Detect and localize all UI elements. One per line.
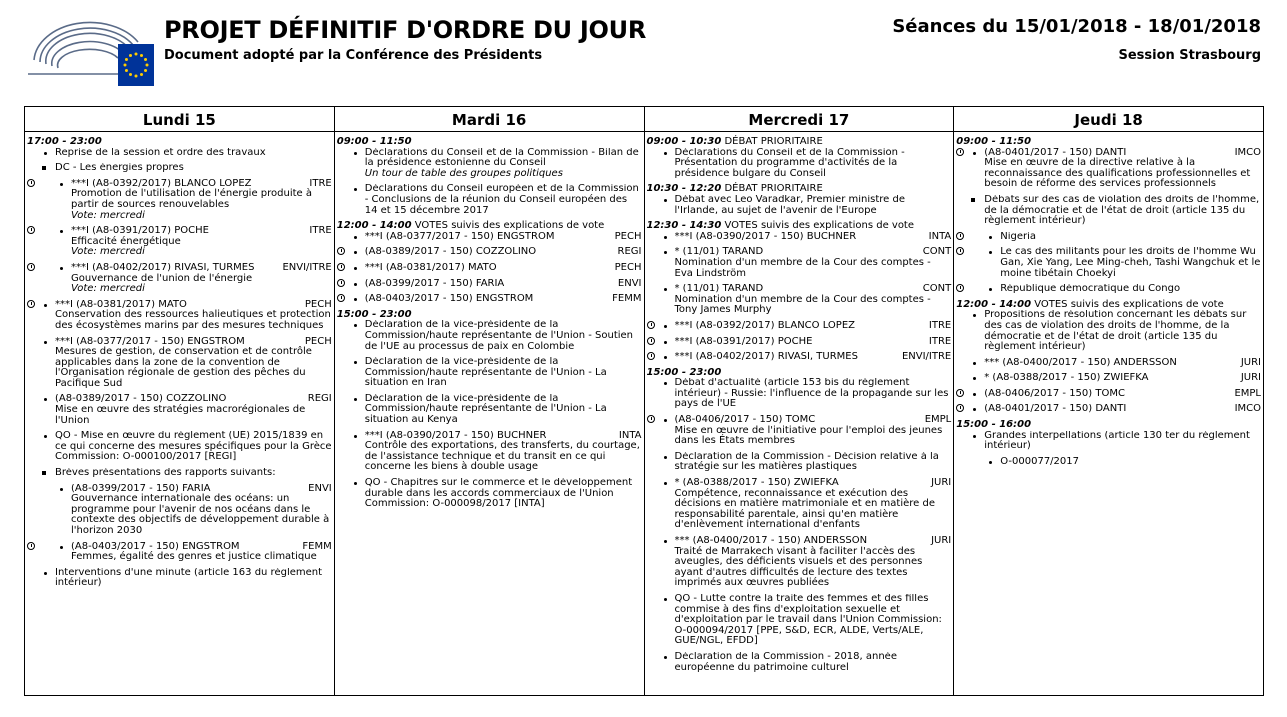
item-title: Déclaration de la Commission - Décision relative à la stratégie sur les matières plastiques xyxy=(674,451,939,473)
item-title: Débat d'actualité (article 153 bis du règlement intérieur) - Russie: l'influence de la propagande sur les pays de l'UE xyxy=(674,378,949,410)
clock-icon xyxy=(956,389,964,397)
day-column xyxy=(25,107,335,695)
committee-code: PECH xyxy=(304,335,332,347)
committee-code: PECH xyxy=(304,298,332,310)
time-slot xyxy=(956,420,1261,431)
agenda-item xyxy=(647,321,952,332)
round-bullet-icon xyxy=(354,435,357,438)
item-note: Vote: mercredi xyxy=(71,283,145,295)
square-bullet-icon xyxy=(42,471,46,475)
time-slot xyxy=(647,368,952,379)
committee-code: INTA xyxy=(928,230,952,242)
item-title: Déclaration de la vice-présidente de la Commission/haute représentante de l'Union - La situation en Iran xyxy=(364,357,607,389)
day-body xyxy=(25,132,334,594)
round-bullet-icon xyxy=(354,361,357,364)
agenda-item xyxy=(647,536,952,589)
time-range: 17:00 - 23:00 xyxy=(27,136,102,147)
agenda-item xyxy=(337,247,642,258)
item-description: Gouvernance internationale des océans: un programme pour l'avenir de nos océans dans le contexte des objectifs de développement durable à l'horizon 2030 xyxy=(71,493,330,536)
item-description: Mise en œuvre de l'initiative pour l'emploi des jeunes dans les États membres xyxy=(674,424,943,447)
agenda-item xyxy=(647,452,952,473)
agenda-item xyxy=(956,247,1261,279)
clock-icon xyxy=(647,337,655,345)
item-title: Déclarations du Conseil européen et de la Commission - Conclusions de la réunion du Conseil européen des 14 et 15 décembre 2017 xyxy=(364,184,639,216)
round-bullet-icon xyxy=(664,325,667,328)
square-bullet-icon xyxy=(42,166,46,170)
time-slot-title: VOTES suivis des explications de vote xyxy=(411,220,605,232)
committee-code: JURI xyxy=(931,477,952,489)
item-description: Mesures de gestion, de conservation et de contrôle applicables dans la zone de la convention de l'Organisation régionale de gestion des pêches du Pacifique Sud xyxy=(55,346,312,389)
item-title: ***I (A8-0392/2017) BLANCO LÓPEZ xyxy=(71,178,252,189)
time-range: 12:30 - 14:30 xyxy=(646,220,722,232)
agenda-item xyxy=(27,484,332,537)
round-bullet-icon xyxy=(664,456,667,459)
day-header: Jeudi 18 xyxy=(954,107,1263,132)
item-title: (A8-0399/2017 - 150) FARIA xyxy=(71,483,211,494)
square-bullet-icon xyxy=(971,198,975,202)
round-bullet-icon xyxy=(44,435,47,438)
round-bullet-icon xyxy=(664,288,667,291)
item-title: ***I (A8-0390/2017 - 150) BUCHNER xyxy=(674,231,857,242)
agenda-item xyxy=(647,652,952,673)
item-description: Mise en œuvre des stratégies macrorégionales de l'Union xyxy=(55,404,306,426)
time-slot xyxy=(337,221,642,232)
clock-icon xyxy=(27,226,35,234)
eu-star-icon xyxy=(140,54,143,57)
agenda-item xyxy=(337,320,642,352)
item-title: Déclaration de la vice-présidente de la Commission/haute représentante de l'Union - Soutien de l'UE au processus de paix en Colombie xyxy=(364,320,634,352)
round-bullet-icon xyxy=(973,377,976,380)
day-body xyxy=(645,132,954,678)
session-dates: Séances du 15/01/2018 - 18/01/2018 xyxy=(892,16,1261,37)
round-bullet-icon xyxy=(664,152,667,155)
item-description: Efficacité énergétique xyxy=(71,235,181,247)
item-title: République démocratique du Congo xyxy=(1000,284,1181,295)
agenda-item xyxy=(956,148,1261,190)
item-title: Débats sur des cas de violation des droits de l'homme, de la démocratie et de l'état de droit (article 135 du règlement intérieur) xyxy=(984,194,1260,227)
time-slot xyxy=(956,300,1261,311)
time-range: 10:30 - 12:20 xyxy=(646,183,722,195)
page-subtitle: Document adopté par la Conférence des Présidents xyxy=(164,48,543,63)
committee-code: CONT xyxy=(922,246,952,258)
round-bullet-icon xyxy=(44,152,47,155)
item-description: Contrôle des exportations, des transferts, du courtage, de l'assistance technique et du transit en ce qui concerne les biens à double usage xyxy=(364,440,640,473)
item-title: Interventions d'une minute (article 163 du règlement intérieur) xyxy=(55,567,323,589)
item-title: QO - Lutte contre la traite des femmes et des filles commise à des fins d'exploitation sexuelle et d'exploitation par le travail dans l'Union Commission: O-000094/2017 [PPE, S&D, ECR, ALDE, Verts/ALE, GUE/NGL, EFDD] xyxy=(674,593,942,647)
clock-icon xyxy=(27,263,35,271)
agenda-item xyxy=(27,542,332,563)
round-bullet-icon xyxy=(664,251,667,254)
round-bullet-icon xyxy=(60,488,63,491)
committee-code: EMPL xyxy=(924,414,952,426)
agenda-item xyxy=(956,284,1261,295)
round-bullet-icon xyxy=(354,398,357,401)
eu-star-icon xyxy=(129,73,132,76)
item-title: (A8-0403/2017 - 150) ENGSTRÖM xyxy=(71,541,240,552)
round-bullet-icon xyxy=(973,314,976,317)
item-title: Brèves présentations des rapports suivants: xyxy=(55,468,276,479)
agenda-item xyxy=(27,263,332,295)
time-slot xyxy=(337,310,642,321)
eu-star-icon xyxy=(135,75,138,78)
round-bullet-icon xyxy=(44,341,47,344)
agenda-item xyxy=(647,352,952,363)
item-title: * (A8-0388/2017 - 150) ZWIEFKA xyxy=(984,373,1149,384)
committee-code: FEMM xyxy=(302,540,332,552)
eu-star-icon xyxy=(140,73,143,76)
agenda-item xyxy=(27,431,332,463)
committee-code: JURI xyxy=(931,535,952,546)
eu-star-icon xyxy=(125,69,128,72)
time-slot xyxy=(647,184,952,195)
round-bullet-icon xyxy=(60,267,63,270)
item-title: (A8-0399/2017 - 150) FARIA xyxy=(364,278,505,289)
committee-code: IMCO xyxy=(1234,403,1261,415)
round-bullet-icon xyxy=(44,572,47,575)
agenda-item xyxy=(337,148,642,180)
agenda-item xyxy=(337,431,642,473)
agenda-item xyxy=(647,247,952,279)
time-range: 15:00 - 16:00 xyxy=(956,419,1032,431)
item-title: * (A8-0388/2017 - 150) ZWIEFKA xyxy=(674,478,839,489)
committee-code: FEMM xyxy=(612,293,642,305)
day-body xyxy=(335,132,644,515)
clock-icon xyxy=(27,542,35,550)
item-title: Déclarations du Conseil et de la Commission - Présentation du programme d'activités de la présidence bulgare du Conseil xyxy=(674,147,905,179)
item-description: Compétence, reconnaissance et exécution des décisions en matière matrimoniale et en matière de responsabilité parentale, ainsi qu'en matière d'enlèvement international d'enfants xyxy=(674,487,935,531)
agenda-item xyxy=(27,226,332,258)
round-bullet-icon xyxy=(664,341,667,344)
round-bullet-icon xyxy=(60,230,63,233)
item-description: Femmes, égalité des genres et justice climatique xyxy=(71,551,317,563)
time-range: 15:00 - 23:00 xyxy=(336,308,412,320)
agenda-item xyxy=(647,337,952,348)
item-title: *** (A8-0400/2017 - 150) ANDERSSON xyxy=(984,357,1177,368)
time-range: 15:00 - 23:00 xyxy=(646,366,722,378)
item-description: Mise en œuvre de la directive relative à la reconnaissance des qualifications professionnelles et besoin de réforme des services professionnels xyxy=(984,157,1251,190)
agenda-item xyxy=(27,568,332,589)
day-header: Mardi 16 xyxy=(335,107,644,132)
item-note: Vote: mercredi xyxy=(71,209,145,221)
item-title: (A8-0406/2017 - 150) TOMC xyxy=(674,415,816,426)
agenda-item xyxy=(956,358,1261,369)
item-title: DC - Les énergies propres xyxy=(55,163,184,174)
item-title: ***I (A8-0402/2017) RIVASI, TURMES xyxy=(674,352,858,363)
time-slot-title: DÉBAT PRIORITAIRE xyxy=(721,183,823,195)
page-title: PROJET DÉFINITIF D'ORDRE DU JOUR xyxy=(164,16,647,44)
round-bullet-icon xyxy=(354,298,357,301)
clock-icon xyxy=(27,179,35,187)
eu-star-icon xyxy=(146,64,149,67)
clock-icon xyxy=(647,352,655,360)
round-bullet-icon xyxy=(664,356,667,359)
time-range: 09:00 - 11:50 xyxy=(956,136,1032,147)
agenda-item xyxy=(27,300,332,332)
eu-star-icon xyxy=(125,58,128,61)
agenda-item xyxy=(337,263,642,274)
agenda-item xyxy=(956,373,1261,384)
agenda-item xyxy=(27,394,332,426)
round-bullet-icon xyxy=(664,540,667,543)
agenda-item xyxy=(337,478,642,510)
item-title: ***I (A8-0377/2017 - 150) ENGSTRÖM xyxy=(55,336,245,347)
european-parliament-logo xyxy=(26,14,154,86)
time-range: 09:00 - 10:30 xyxy=(646,136,722,147)
time-slot-title: VOTES suivis des explications de vote xyxy=(1031,298,1224,310)
item-title: (A8-0389/2017 - 150) COZZOLINO xyxy=(364,247,537,258)
round-bullet-icon xyxy=(664,382,667,385)
item-title: *** (A8-0400/2017 - 150) ANDERSSON xyxy=(674,536,868,546)
item-title: (A8-0389/2017 - 150) COZZOLINO xyxy=(55,394,227,405)
item-note: Un tour de table des groupes politiques xyxy=(364,167,563,179)
agenda-item xyxy=(337,184,642,216)
round-bullet-icon xyxy=(989,251,992,254)
day-column xyxy=(645,107,955,695)
round-bullet-icon xyxy=(664,482,667,485)
clock-icon xyxy=(337,279,345,287)
round-bullet-icon xyxy=(973,408,976,411)
item-title: O-000077/2017 xyxy=(1000,456,1079,467)
item-note: Vote: mercredi xyxy=(71,246,145,258)
agenda-item xyxy=(956,404,1261,415)
item-title: Reprise de la session et ordre des travaux xyxy=(55,147,266,158)
item-title: Déclarations du Conseil et de la Commission - Bilan de la présidence estonienne du Conseil xyxy=(364,147,639,169)
agenda-item xyxy=(956,195,1261,227)
agenda-item xyxy=(27,163,332,174)
item-title: (A8-0401/2017 - 150) DANTI xyxy=(984,147,1127,158)
committee-code: EMPL xyxy=(1234,387,1261,399)
committee-code: REGI xyxy=(307,393,332,405)
clock-icon xyxy=(956,284,964,292)
clock-icon xyxy=(27,300,35,308)
committee-code: PECH xyxy=(614,230,642,242)
agenda-item xyxy=(337,394,642,426)
agenda-item xyxy=(956,310,1261,352)
eu-star-icon xyxy=(135,53,138,56)
agenda-item xyxy=(27,337,332,390)
day-column xyxy=(954,107,1263,695)
clock-icon xyxy=(956,247,964,255)
round-bullet-icon xyxy=(664,656,667,659)
item-title: Propositions de résolution concernant les débats sur des cas de violation des droits de l'homme, de la démocratie et de l'état de droit (article 135 du règlement intérieur) xyxy=(984,310,1247,353)
item-title: ***I (A8-0381/2017) MATO xyxy=(364,262,497,273)
round-bullet-icon xyxy=(973,362,976,365)
committee-code: ENVI/ITRE xyxy=(901,351,952,363)
item-description: Gouvernance de l'union de l'énergie xyxy=(71,272,253,284)
agenda-item xyxy=(647,148,952,180)
agenda-item xyxy=(647,284,952,316)
round-bullet-icon xyxy=(664,236,667,239)
committee-code: ITRE xyxy=(309,177,332,189)
round-bullet-icon xyxy=(973,393,976,396)
round-bullet-icon xyxy=(354,267,357,270)
agenda-item xyxy=(956,232,1261,243)
round-bullet-icon xyxy=(664,419,667,422)
item-title: Le cas des militants pour les droits de l'homme Wu Gan, Xie Yang, Lee Ming-cheh, Tashi Wangchuk et le moine tibétain Choekyi xyxy=(1000,247,1261,279)
item-title: ***I (A8-0390/2017 - 150) BUCHNER xyxy=(364,430,547,441)
item-title: * (11/01) TARAND xyxy=(674,247,764,258)
time-slot-title: DÉBAT PRIORITAIRE xyxy=(721,136,823,147)
item-title: Déclaration de la Commission - 2018, année européenne du patrimoine culturel xyxy=(674,651,897,673)
agenda-item xyxy=(337,294,642,305)
round-bullet-icon xyxy=(354,152,357,155)
committee-code: ITRE xyxy=(928,335,952,347)
item-title: QO - Chapitres sur le commerce et le développement durable dans les accords commerciaux de l'Union Commission: O-000098/2017 [INTA] xyxy=(364,478,633,510)
clock-icon xyxy=(337,294,345,302)
clock-icon xyxy=(956,148,964,156)
round-bullet-icon xyxy=(354,236,357,239)
round-bullet-icon xyxy=(973,435,976,438)
eu-star-icon xyxy=(124,64,127,67)
agenda-item xyxy=(956,457,1261,468)
round-bullet-icon xyxy=(989,288,992,291)
time-slot xyxy=(337,137,642,148)
agenda-item xyxy=(647,378,952,410)
item-title: ***I (A8-0391/2017) POCHE xyxy=(71,226,209,237)
item-title: ***I (A8-0377/2017 - 150) ENGSTRÖM xyxy=(364,231,555,242)
time-slot xyxy=(956,137,1261,148)
agenda-item xyxy=(647,415,952,447)
agenda-item xyxy=(27,468,332,479)
time-range: 12:00 - 14:00 xyxy=(336,220,412,232)
agenda-item xyxy=(27,148,332,159)
agenda-item xyxy=(647,232,952,243)
clock-icon xyxy=(956,404,964,412)
day-header: Lundi 15 xyxy=(25,107,334,132)
committee-code: IMCO xyxy=(1234,146,1261,158)
time-slot xyxy=(647,221,952,232)
day-column xyxy=(335,107,645,695)
day-body xyxy=(954,132,1263,472)
round-bullet-icon xyxy=(664,199,667,202)
item-description: Traité de Marrakech visant à faciliter l'accès des aveugles, des déficients visuels et des personnes ayant d'autres difficultés de lecture des textes imprimés aux œuvres publiées xyxy=(674,545,923,589)
time-range: 12:00 - 14:00 xyxy=(956,298,1032,310)
day-header: Mercredi 17 xyxy=(645,107,954,132)
committee-code: JURI xyxy=(1240,372,1261,384)
committee-code: REGI xyxy=(617,246,642,258)
item-title: QO - Mise en œuvre du règlement (UE) 2015/1839 en ce qui concerne des mesures spécifiques pour la Grèce Commission: O-000100/2017 [REGI] xyxy=(55,431,332,463)
committee-code: ITRE xyxy=(309,225,332,237)
committee-code: ENVI/ITRE xyxy=(282,261,332,273)
agenda-item xyxy=(956,389,1261,400)
item-title: * (11/01) TARAND xyxy=(674,284,764,295)
round-bullet-icon xyxy=(973,152,976,155)
round-bullet-icon xyxy=(354,283,357,286)
time-range: 09:00 - 11:50 xyxy=(336,136,412,147)
round-bullet-icon xyxy=(60,183,63,186)
item-title: (A8-0406/2017 - 150) TOMC xyxy=(984,388,1125,399)
item-title: (A8-0401/2017 - 150) DANTI xyxy=(984,404,1127,415)
agenda-item xyxy=(647,594,952,647)
committee-code: JURI xyxy=(1240,356,1261,368)
item-title: (A8-0403/2017 - 150) ENGSTRÖM xyxy=(364,294,534,305)
round-bullet-icon xyxy=(354,482,357,485)
committee-code: ITRE xyxy=(928,319,952,331)
clock-icon xyxy=(956,232,964,240)
item-title: ***I (A8-0392/2017) BLANCO LÓPEZ xyxy=(674,320,855,331)
item-description: Conservation des ressources halieutiques et protection des écosystèmes marins par des mesures techniques xyxy=(55,309,331,331)
clock-icon xyxy=(647,415,655,423)
round-bullet-icon xyxy=(44,398,47,401)
committee-code: ENVI xyxy=(617,277,642,289)
agenda-item xyxy=(956,431,1261,452)
item-description: Nomination d'un membre de la Cour des comptes - Tony James Murphy xyxy=(674,293,931,316)
eu-star-icon xyxy=(129,54,132,57)
round-bullet-icon xyxy=(664,598,667,601)
eu-star-icon xyxy=(144,58,147,61)
clock-icon xyxy=(337,263,345,271)
item-description: Promotion de l'utilisation de l'énergie produite à partir de sources renouvelables xyxy=(71,188,312,210)
item-title: Grandes interpellations (article 130 ter du règlement intérieur) xyxy=(984,430,1250,452)
round-bullet-icon xyxy=(60,546,63,549)
committee-code: INTA xyxy=(618,429,642,441)
time-slot-title: VOTES suivis des explications de vote xyxy=(721,220,915,232)
agenda-item xyxy=(27,179,332,221)
round-bullet-icon xyxy=(354,324,357,327)
committee-code: ENVI xyxy=(308,482,332,494)
agenda-item xyxy=(647,195,952,216)
session-location: Session Strasbourg xyxy=(1118,48,1261,63)
committee-code: CONT xyxy=(922,283,952,295)
round-bullet-icon xyxy=(989,461,992,464)
time-slot xyxy=(647,137,952,148)
item-title: Nigeria xyxy=(1000,231,1037,242)
clock-icon xyxy=(337,247,345,255)
item-description: Nomination d'un membre de la Cour des comptes - Eva Lindström xyxy=(674,256,931,279)
item-title: Déclaration de la vice-présidente de la Commission/haute représentante de l'Union - La situation au Kenya xyxy=(364,393,607,426)
round-bullet-icon xyxy=(354,188,357,191)
agenda-item xyxy=(337,279,642,290)
item-title: Débat avec Leo Varadkar, Premier ministre de l'Irlande, au sujet de l'avenir de l'Europe xyxy=(674,194,905,216)
item-title: ***I (A8-0381/2017) MATO xyxy=(55,299,187,310)
agenda-item xyxy=(647,478,952,531)
agenda-table xyxy=(24,106,1264,696)
round-bullet-icon xyxy=(989,236,992,239)
time-slot xyxy=(27,137,332,148)
round-bullet-icon xyxy=(354,251,357,254)
clock-icon xyxy=(647,321,655,329)
item-title: ***I (A8-0402/2017) RIVASI, TURMES xyxy=(71,262,255,273)
agenda-item xyxy=(337,357,642,389)
item-title: ***I (A8-0391/2017) POCHE xyxy=(674,336,813,347)
eu-star-icon xyxy=(144,69,147,72)
round-bullet-icon xyxy=(44,304,47,307)
agenda-item xyxy=(337,232,642,243)
committee-code: PECH xyxy=(614,261,642,273)
